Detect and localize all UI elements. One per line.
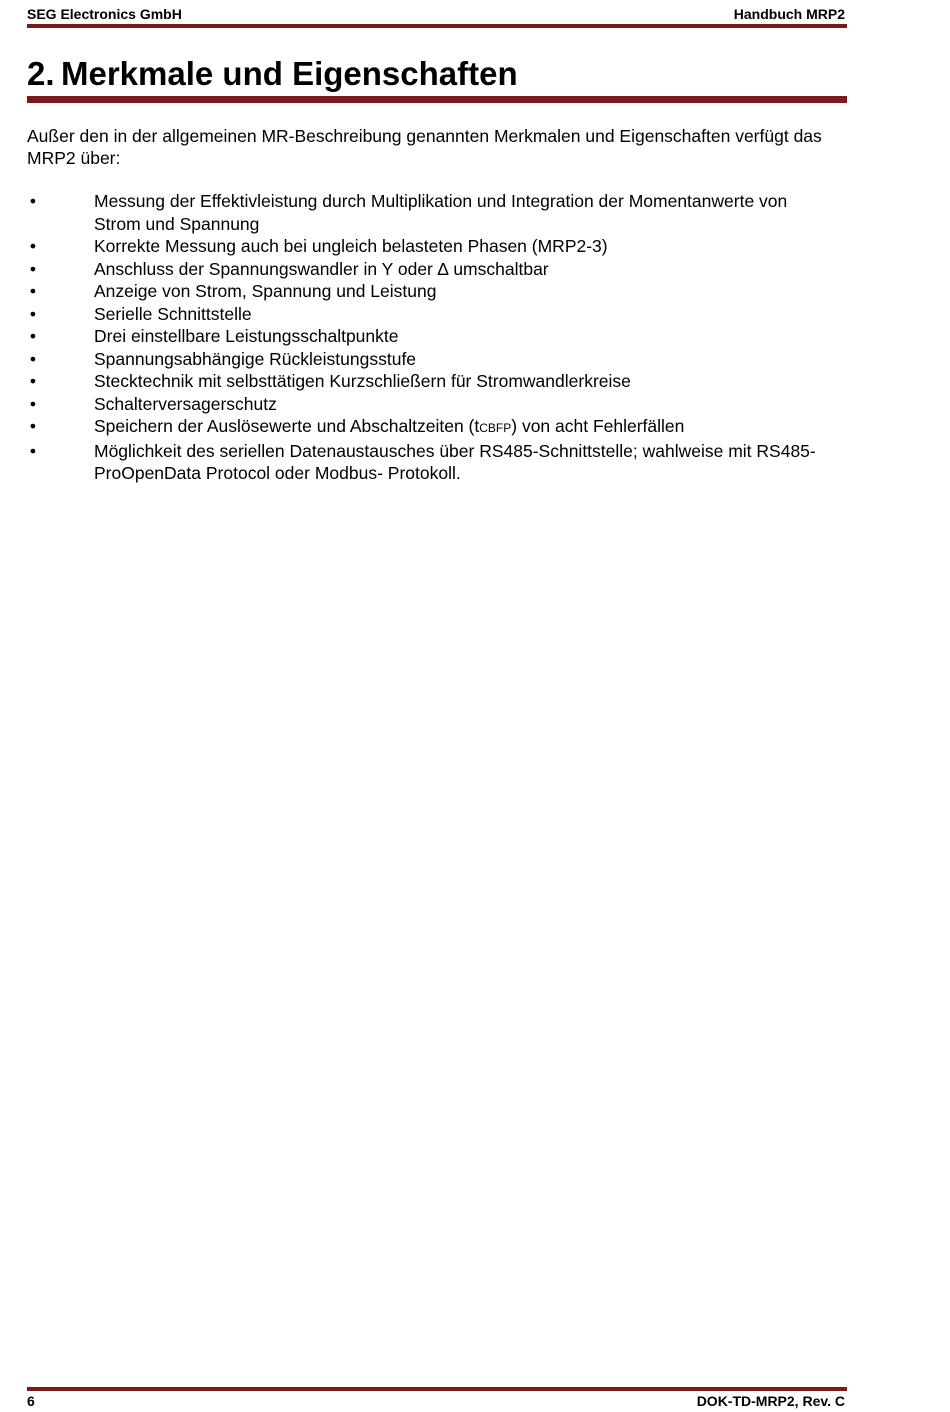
feature-list [27, 190, 847, 485]
list-item-text: Anzeige von Strom, Spannung und Leistung [94, 281, 437, 301]
bullet-icon: • [29, 236, 37, 256]
section-number: 2. [27, 55, 55, 92]
list-item-text-after: ) von acht Fehlerfällen [511, 416, 685, 436]
list-item-text: Anschluss der Spannungswandler in Y oder ∆ umschaltbar [94, 258, 549, 279]
bullet-icon: • [29, 326, 37, 346]
bullet-icon: • [29, 393, 37, 414]
list-item-text: Schalterversagerschutz [94, 393, 277, 414]
list-item-text: Drei einstellbare Leistungsschaltpunkte [94, 326, 399, 346]
bullet-icon: • [29, 191, 37, 211]
header-manual-title: Handbuch MRP2 [733, 6, 845, 22]
page-number: 6 [27, 1393, 35, 1409]
document-id: DOK-TD-MRP2, Rev. C [696, 1393, 845, 1409]
list-item [27, 348, 847, 371]
list-item-text: Stecktechnik mit selbsttätigen Kurzschließern für Stromwandlerkreise [94, 371, 631, 391]
list-item [27, 258, 847, 281]
section-title-text: Merkmale und Eigenschaften [61, 55, 518, 92]
footer-rule [27, 1387, 847, 1391]
list-item [27, 235, 847, 258]
section-title [27, 54, 518, 94]
header-company: SEG Electronics GmbH [27, 6, 182, 22]
bullet-icon: • [29, 258, 37, 279]
list-item-text: Messung der Effektivleistung durch Multiplikation und Integration der Momentanwerte von Strom und Spannung [94, 191, 788, 234]
list-item-text: Serielle Schnittstelle [94, 303, 252, 324]
list-item [27, 325, 847, 348]
list-item [27, 440, 847, 485]
list-item-text: Spannungsabhängige Rückleistungsstufe [94, 348, 417, 369]
title-rule [27, 96, 847, 103]
list-item [27, 303, 847, 326]
list-item [27, 393, 847, 416]
bullet-icon: • [29, 281, 37, 301]
subscript-cbfp: CBFP [479, 421, 512, 435]
bullet-icon: • [29, 416, 37, 436]
bullet-icon: • [29, 348, 37, 369]
bullet-icon: • [29, 303, 37, 324]
list-item-text-before: Speichern der Auslösewerte und Abschaltzeiten (t [94, 416, 480, 436]
intro-paragraph: Außer den in der allgemeinen MR-Beschreibung genannten Merkmalen und Eigenschaften verfügt das MRP2 über: [27, 126, 822, 168]
page-header [27, 6, 847, 24]
list-item-text: Möglichkeit des seriellen Datenaustausches über RS485-Schnittstelle; wahlweise mit RS485-ProOpenData Protocol oder Modbus- Protokoll. [94, 440, 816, 483]
list-item [27, 415, 847, 440]
bullet-icon: • [29, 371, 37, 391]
page-footer [27, 1393, 847, 1411]
list-item-text: Korrekte Messung auch bei ungleich belasteten Phasen (MRP2-3) [94, 236, 608, 256]
header-rule [27, 24, 847, 28]
list-item [27, 370, 847, 393]
bullet-icon: • [29, 440, 37, 461]
list-item [27, 280, 847, 303]
list-item [27, 190, 847, 235]
list-item-text [94, 416, 684, 436]
